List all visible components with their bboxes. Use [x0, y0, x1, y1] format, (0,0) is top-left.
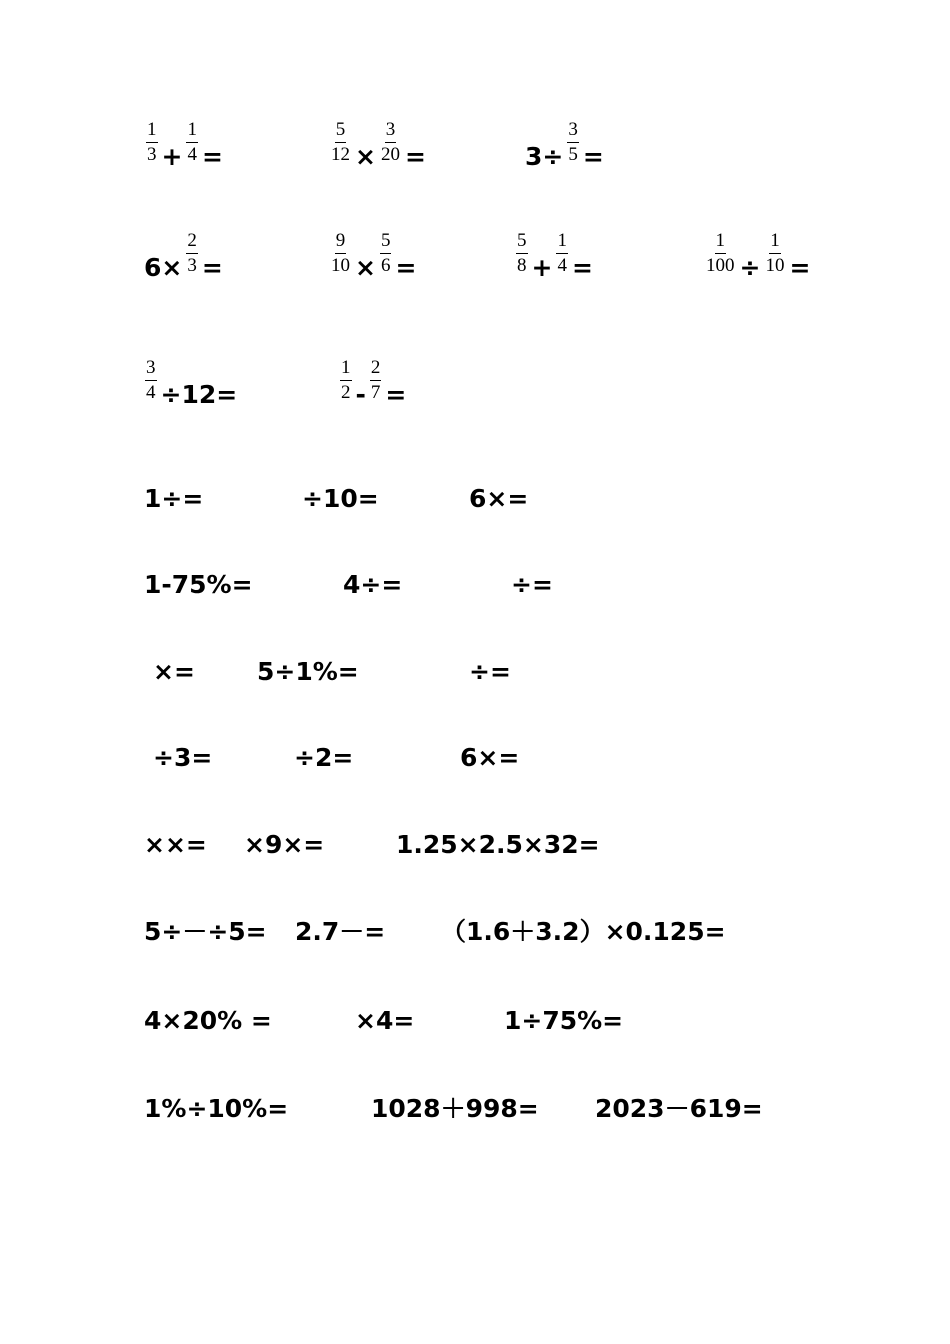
fraction	[145, 357, 157, 404]
denominator: 6	[380, 255, 391, 276]
numerator: 3	[385, 119, 397, 143]
operator: ×	[355, 142, 376, 171]
problem-item: 1%÷10%=	[144, 1094, 289, 1123]
expr-r2-2	[327, 230, 417, 283]
denominator: 10	[331, 255, 350, 276]
problem-item: ÷10=	[302, 484, 379, 513]
problem-item: 4÷=	[343, 570, 403, 599]
problem-item: ÷=	[469, 657, 511, 686]
problem-item: ×4=	[355, 1006, 415, 1035]
denominator: 5	[568, 144, 578, 165]
fraction	[370, 357, 382, 404]
problem-item: ×9×=	[244, 830, 325, 859]
problem-item: 5÷1%=	[257, 657, 359, 686]
fraction	[146, 119, 158, 166]
problem-item: 2.7－=	[295, 917, 386, 946]
fraction	[516, 230, 528, 277]
numerator: 5	[516, 230, 528, 254]
fraction	[705, 230, 736, 277]
fraction	[330, 230, 351, 277]
denominator: 12	[331, 144, 350, 165]
problem-item: 1028＋998=	[371, 1094, 539, 1123]
operator: -	[355, 380, 366, 409]
expr-r2-1	[143, 230, 224, 283]
fraction	[764, 230, 785, 277]
denominator: 4	[557, 255, 567, 276]
problem-item: 1÷=	[144, 484, 204, 513]
expression-suffix: ÷12=	[160, 380, 238, 409]
expr-r2-4	[702, 230, 811, 283]
fraction	[556, 230, 568, 277]
problem-item: ÷2=	[294, 743, 354, 772]
equals-sign: =	[385, 380, 407, 409]
problem-item: ××=	[144, 830, 207, 859]
denominator: 4	[187, 144, 197, 165]
equals-sign: =	[201, 142, 223, 171]
equals-sign: =	[789, 253, 811, 282]
expression-prefix: 3÷	[525, 142, 564, 171]
problem-item: ÷=	[511, 570, 553, 599]
problem-item: 2023－619=	[595, 1094, 763, 1123]
fraction	[330, 119, 351, 166]
operator: +	[161, 142, 183, 171]
problem-item: 1.25×2.5×32=	[396, 830, 600, 859]
fraction	[567, 119, 579, 166]
numerator: 5	[335, 119, 347, 143]
denominator: 100	[706, 255, 735, 276]
equals-sign: =	[582, 142, 604, 171]
denominator: 3	[187, 255, 197, 276]
numerator: 1	[186, 119, 198, 143]
problem-item: 1-75%=	[144, 570, 253, 599]
numerator: 3	[567, 119, 579, 143]
numerator: 1	[340, 357, 352, 381]
problem-item: 6×=	[460, 743, 520, 772]
numerator: 9	[335, 230, 347, 254]
equals-sign: =	[404, 142, 426, 171]
denominator: 8	[517, 255, 527, 276]
equals-sign: =	[571, 253, 593, 282]
denominator: 20	[380, 144, 400, 165]
numerator: 1	[715, 230, 727, 254]
equals-sign: =	[395, 253, 417, 282]
expr-r1-2	[327, 119, 427, 172]
denominator: 3	[147, 144, 157, 165]
problem-item: 6×=	[469, 484, 529, 513]
denominator: 7	[370, 382, 381, 403]
expr-r1-3	[524, 119, 605, 172]
problem-item: 4×20% =	[144, 1006, 272, 1035]
fraction	[340, 357, 352, 404]
numerator: 5	[380, 230, 392, 254]
denominator: 10	[765, 255, 785, 276]
fraction	[186, 119, 198, 166]
numerator: 1	[146, 119, 158, 143]
expr-r2-3	[513, 230, 594, 283]
expr-r1-1	[143, 119, 224, 172]
numerator: 2	[370, 357, 382, 381]
expr-r3-1	[142, 357, 238, 410]
denominator: 2	[341, 382, 351, 403]
expr-r3-2	[337, 357, 407, 410]
problem-item: 1÷75%=	[504, 1006, 624, 1035]
fraction	[380, 230, 392, 277]
operator: ÷	[739, 253, 761, 282]
numerator: 2	[186, 230, 198, 254]
equals-sign: =	[201, 253, 223, 282]
numerator: 1	[556, 230, 568, 254]
operator: ×	[355, 253, 376, 282]
problem-item: 5÷－÷5=	[144, 917, 267, 946]
problem-item: ×=	[153, 657, 195, 686]
problem-item: （1.6＋3.2）×0.125=	[441, 917, 726, 946]
problem-item: ÷3=	[153, 743, 213, 772]
operator: +	[531, 253, 553, 282]
fraction	[380, 119, 401, 166]
denominator: 4	[146, 382, 156, 403]
numerator: 3	[145, 357, 157, 381]
expression-prefix: 6×	[144, 253, 183, 282]
numerator: 1	[769, 230, 781, 254]
fraction	[186, 230, 198, 277]
